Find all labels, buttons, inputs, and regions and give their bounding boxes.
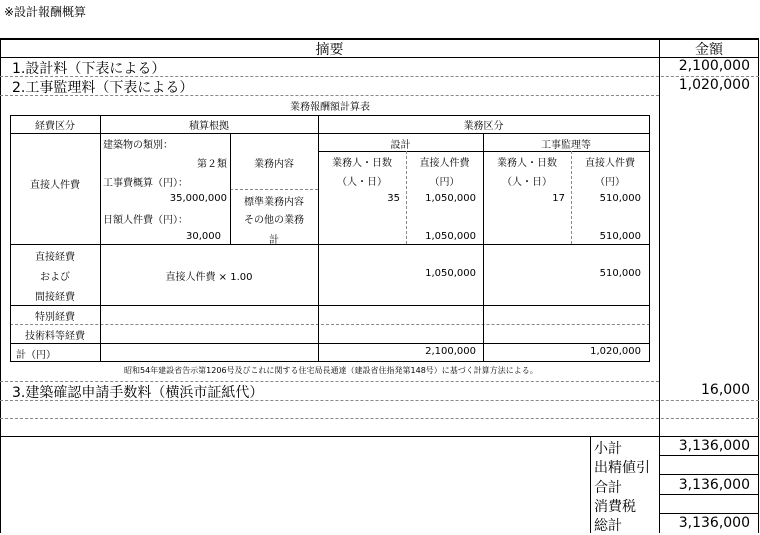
total-label: 合計 bbox=[594, 480, 622, 496]
sup-person-days-header: 業務人・日数 bbox=[497, 158, 557, 169]
inner-line-top bbox=[10, 115, 650, 116]
design-labor-unit: （円） bbox=[429, 177, 460, 188]
outer-right-border bbox=[758, 38, 759, 533]
summary-line-4 bbox=[660, 513, 758, 514]
sup-person-days-unit: （人・日） bbox=[502, 177, 552, 188]
standard-content: 標準業務内容 bbox=[244, 197, 304, 208]
grand-total-label: 総計 bbox=[594, 518, 622, 534]
daily-labor-label: 日額人件費（円）： bbox=[103, 215, 188, 226]
subtotal-value: 3,136,000 bbox=[678, 438, 750, 454]
inner-vline-content bbox=[230, 133, 231, 244]
design-person-days-unit: （人・日） bbox=[337, 177, 387, 188]
summary-line-1 bbox=[660, 455, 758, 456]
inner-col-business: 業務区分 bbox=[463, 121, 504, 132]
row-line-6 bbox=[0, 436, 759, 437]
discount-label: 出精値引 bbox=[594, 460, 650, 476]
inner-col-supervision: 工事監理等 bbox=[541, 140, 591, 151]
inner-line-labor-bottom bbox=[10, 244, 650, 245]
row-direct-expense-2: および bbox=[40, 272, 70, 283]
inner-vline-right bbox=[649, 115, 650, 361]
summary-divider bbox=[590, 436, 591, 533]
sup-expense-value: 510,000 bbox=[599, 268, 641, 279]
row-special: 特別経費 bbox=[35, 312, 75, 323]
summary-line-2 bbox=[660, 474, 758, 475]
design-labor-value: 1,050,000 bbox=[425, 193, 476, 204]
inner-vline-basis bbox=[100, 115, 101, 361]
row-direct-expense-3: 間接経費 bbox=[35, 292, 75, 303]
item-application-fee-label: 3.建築確認申請手数料（横浜市証紙代） bbox=[12, 385, 264, 401]
design-labor-header: 直接人件費 bbox=[419, 158, 470, 169]
inner-line-header bbox=[10, 133, 650, 134]
item-design-fee-amount: 2,100,000 bbox=[678, 58, 750, 74]
header-amount: 金額 bbox=[695, 42, 723, 58]
building-type-value: 第２類 bbox=[197, 159, 227, 170]
item-design-fee-label: 1.設計料（下表による） bbox=[12, 61, 166, 77]
row-direct-labor: 直接人件費 bbox=[30, 180, 80, 191]
inner-line-expense-bottom bbox=[10, 305, 650, 306]
design-person-days-header: 業務人・日数 bbox=[332, 158, 392, 169]
construction-cost-label: 工事費概算（円）： bbox=[103, 178, 188, 189]
sup-labor-value: 510,000 bbox=[599, 193, 641, 204]
other-content-1: その他の業務 bbox=[244, 215, 304, 226]
other-content-2: 計 bbox=[269, 235, 279, 246]
calc-footnote: 昭和54年建設省告示第1206号及びこれに関する住宅局長通達（建設省住指発第148号）に基づく計算方法による。 bbox=[124, 366, 538, 375]
design-days-value: 35 bbox=[387, 193, 400, 204]
sup-total-value: 1,020,000 bbox=[590, 346, 641, 357]
inner-line-subheader bbox=[318, 151, 650, 152]
design-labor-total: 1,050,000 bbox=[425, 231, 476, 242]
inner-col-basis: 積算根拠 bbox=[189, 121, 229, 132]
total-value: 3,136,000 bbox=[678, 477, 750, 493]
sup-labor-unit: （円） bbox=[595, 177, 625, 188]
inner-line-tech-bottom bbox=[10, 343, 650, 344]
building-type-label: 建築物の類別： bbox=[103, 140, 173, 151]
inner-line-content-divider bbox=[230, 189, 318, 190]
inner-col-design: 設計 bbox=[390, 140, 411, 151]
amount-column-divider bbox=[659, 38, 660, 533]
row-total: 計（円） bbox=[16, 350, 56, 361]
sup-days-value: 17 bbox=[552, 193, 565, 204]
subtotal-label: 小計 bbox=[594, 441, 622, 457]
summary-line-3 bbox=[660, 494, 758, 495]
sup-labor-header: 直接人件費 bbox=[585, 158, 635, 169]
expense-formula: 直接人件費 × 1.00 bbox=[165, 272, 253, 283]
row-line-5 bbox=[0, 418, 759, 419]
design-total-value: 2,100,000 bbox=[425, 346, 476, 357]
inner-vline-left bbox=[10, 115, 11, 361]
inner-line-bottom bbox=[10, 361, 650, 362]
tax-label: 消費税 bbox=[594, 499, 636, 515]
sup-labor-total: 510,000 bbox=[599, 231, 641, 242]
item-application-fee-amount: 16,000 bbox=[701, 382, 750, 398]
construction-cost-value: 35,000,000 bbox=[169, 193, 227, 204]
header-summary: 摘要 bbox=[315, 42, 344, 58]
inner-table-title: 業務報酬額計算表 bbox=[290, 102, 370, 113]
page-title: ※設計報酬概算 bbox=[4, 5, 87, 19]
row-tech: 技術料等経費 bbox=[25, 331, 85, 342]
inner-vline-business bbox=[318, 115, 319, 361]
item-supervision-fee-label: 2.工事監理料（下表による） bbox=[12, 80, 194, 96]
daily-labor-value: 30,000 bbox=[186, 231, 221, 242]
inner-line-special-bottom bbox=[10, 324, 650, 325]
outer-left-border bbox=[0, 38, 1, 533]
item-supervision-fee-amount: 1,020,000 bbox=[678, 77, 750, 93]
design-expense-value: 1,050,000 bbox=[425, 268, 476, 279]
row-direct-expense-1: 直接経費 bbox=[35, 252, 75, 263]
grand-total-value: 3,136,000 bbox=[678, 515, 750, 531]
inner-col-cost-type: 経費区分 bbox=[35, 121, 75, 132]
business-content-header: 業務内容 bbox=[254, 159, 294, 170]
